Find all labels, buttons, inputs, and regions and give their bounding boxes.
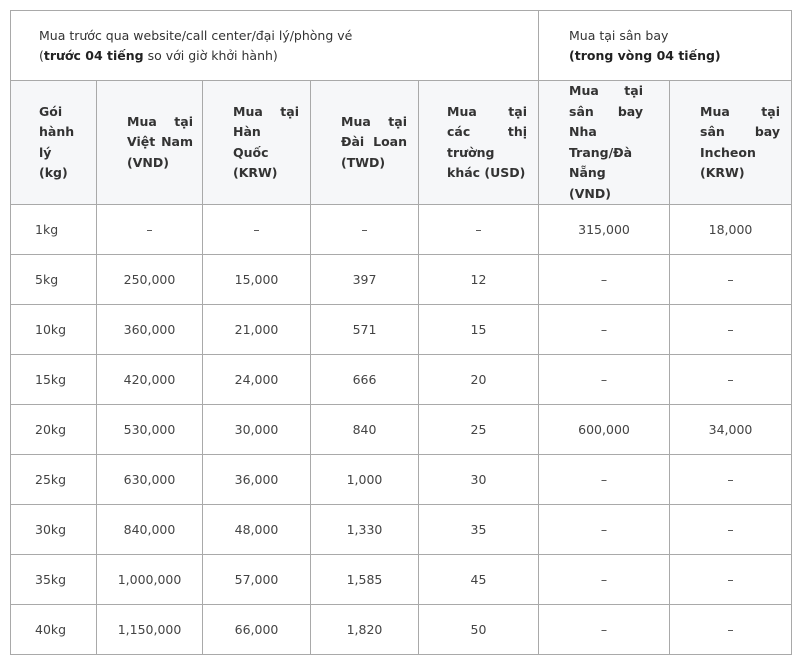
cell-airport-vnd: – — [539, 505, 670, 555]
cell-usd: 35 — [419, 505, 539, 555]
group-header-advance — [11, 11, 539, 81]
cell-vnd: 250,000 — [97, 255, 203, 305]
cell-twd: 1,820 — [311, 605, 419, 655]
advance-time-highlight: trước 04 tiếng — [43, 47, 144, 63]
table-row — [11, 455, 792, 505]
cell-krw: 48,000 — [203, 505, 311, 555]
group-header-airport — [539, 11, 792, 81]
column-header-label: Mua tại Đài Loan (TWD) — [341, 113, 407, 170]
cell-vnd: 1,000,000 — [97, 555, 203, 605]
cell-vnd: 1,150,000 — [97, 605, 203, 655]
cell-package: 5kg — [11, 255, 97, 305]
cell-twd: 397 — [311, 255, 419, 305]
cell-usd: 50 — [419, 605, 539, 655]
cell-krw: 36,000 — [203, 455, 311, 505]
cell-twd: – — [311, 205, 419, 255]
cell-twd: 666 — [311, 355, 419, 405]
column-header-package — [11, 81, 97, 205]
cell-airport-vnd: – — [539, 605, 670, 655]
cell-airport-krw: 34,000 — [670, 405, 792, 455]
column-header-incheon-airport — [670, 81, 792, 205]
cell-usd: 30 — [419, 455, 539, 505]
cell-usd: 12 — [419, 255, 539, 305]
cell-airport-krw: 18,000 — [670, 205, 792, 255]
cell-airport-krw: – — [670, 355, 792, 405]
cell-krw: 21,000 — [203, 305, 311, 355]
airport-time-highlight: (trong vòng 04 tiếng) — [569, 47, 721, 63]
group-header-airport-line2 — [569, 46, 791, 66]
cell-usd: 25 — [419, 405, 539, 455]
table-row — [11, 605, 792, 655]
cell-airport-vnd: – — [539, 555, 670, 605]
cell-twd: 840 — [311, 405, 419, 455]
cell-airport-krw: – — [670, 505, 792, 555]
cell-package: 1kg — [11, 205, 97, 255]
column-header-label: Mua tại sân bay Nha Trang/Đà Nẵng (VND) — [569, 83, 644, 201]
column-header-label: Mua tại Việt Nam (VND) — [127, 113, 193, 170]
cell-twd: 1,585 — [311, 555, 419, 605]
column-header-row — [11, 81, 792, 205]
column-header-label: Mua tại sân bay Incheon (KRW) — [700, 103, 781, 180]
baggage-fee-table — [10, 10, 792, 655]
column-header-label: Mua tại các thị trường khác (USD) — [447, 103, 527, 180]
cell-vnd: 420,000 — [97, 355, 203, 405]
cell-airport-krw: – — [670, 605, 792, 655]
column-header-korea — [203, 81, 311, 205]
cell-package: 10kg — [11, 305, 97, 355]
cell-usd: 20 — [419, 355, 539, 405]
cell-usd: – — [419, 205, 539, 255]
cell-package: 40kg — [11, 605, 97, 655]
cell-airport-vnd: 600,000 — [539, 405, 670, 455]
table-row — [11, 405, 792, 455]
cell-airport-vnd: – — [539, 455, 670, 505]
cell-package: 25kg — [11, 455, 97, 505]
cell-krw: 15,000 — [203, 255, 311, 305]
cell-airport-vnd: 315,000 — [539, 205, 670, 255]
cell-airport-vnd: – — [539, 305, 670, 355]
group-header-advance-line1: Mua trước qua website/call center/đại lý/phòng vé — [39, 27, 353, 43]
cell-krw: – — [203, 205, 311, 255]
table-row — [11, 505, 792, 555]
cell-twd: 1,330 — [311, 505, 419, 555]
cell-airport-vnd: – — [539, 355, 670, 405]
cell-airport-krw: – — [670, 255, 792, 305]
cell-usd: 15 — [419, 305, 539, 355]
cell-twd: 571 — [311, 305, 419, 355]
cell-vnd: 840,000 — [97, 505, 203, 555]
cell-vnd: 530,000 — [97, 405, 203, 455]
cell-vnd: 630,000 — [97, 455, 203, 505]
cell-package: 15kg — [11, 355, 97, 405]
cell-vnd: – — [97, 205, 203, 255]
cell-package: 30kg — [11, 505, 97, 555]
table-row — [11, 205, 792, 255]
paren-open: ( — [39, 47, 44, 63]
cell-krw: 30,000 — [203, 405, 311, 455]
cell-vnd: 360,000 — [97, 305, 203, 355]
cell-usd: 45 — [419, 555, 539, 605]
column-header-label: Mua tại Hàn Quốc (KRW) — [233, 103, 299, 180]
table-row — [11, 255, 792, 305]
advance-time-suffix: so với giờ khởi hành) — [143, 47, 278, 63]
table-row — [11, 555, 792, 605]
cell-twd: 1,000 — [311, 455, 419, 505]
table-row — [11, 305, 792, 355]
column-header-label: Gói hành lý (kg) — [39, 103, 75, 180]
column-header-vietnam — [97, 81, 203, 205]
cell-airport-vnd: – — [539, 255, 670, 305]
cell-airport-krw: – — [670, 305, 792, 355]
cell-krw: 57,000 — [203, 555, 311, 605]
column-header-taiwan — [311, 81, 419, 205]
cell-krw: 66,000 — [203, 605, 311, 655]
cell-package: 35kg — [11, 555, 97, 605]
cell-airport-krw: – — [670, 555, 792, 605]
cell-package: 20kg — [11, 405, 97, 455]
column-header-nhatrang-danang-airport — [539, 81, 670, 205]
column-header-other-markets — [419, 81, 539, 205]
group-header-advance-line2 — [39, 46, 538, 66]
group-header-airport-line1: Mua tại sân bay — [569, 27, 669, 43]
group-header-row — [11, 11, 792, 81]
cell-krw: 24,000 — [203, 355, 311, 405]
table-row — [11, 355, 792, 405]
cell-airport-krw: – — [670, 455, 792, 505]
